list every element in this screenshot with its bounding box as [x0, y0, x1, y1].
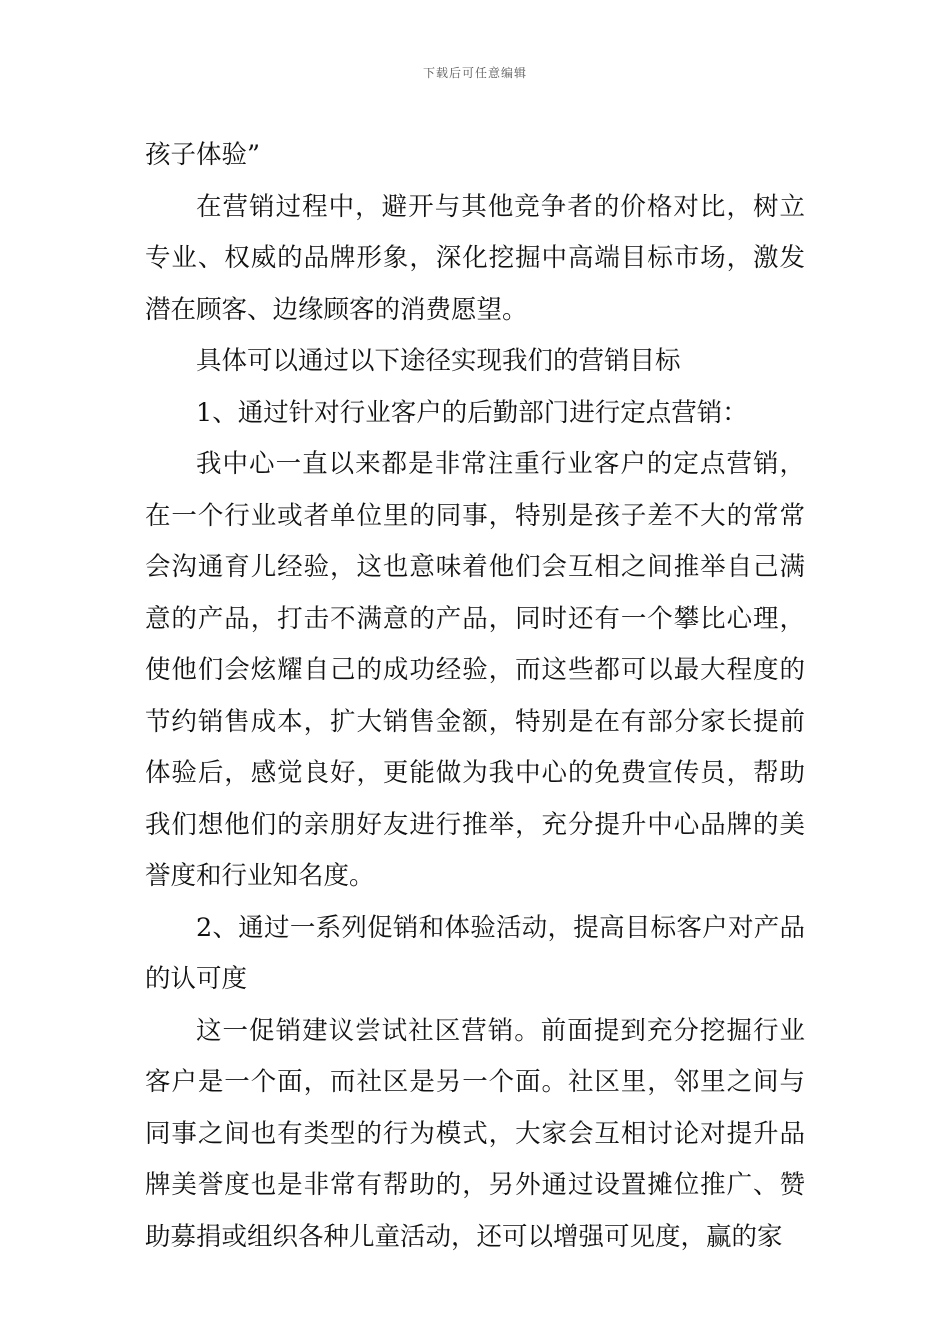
page-header-note: 下载后可任意编辑	[422, 66, 527, 80]
document-body	[145, 130, 805, 1263]
paragraph-heading-1: 1、通过针对行业客户的后勤部门进行定点营销：	[196, 397, 748, 428]
paragraph-community-marketing: 这一促销建议尝试社区营销。前面提到充分挖掘行业客户是一个面，而社区是另一个面。社区里，邻里之间与同事之间也有类型的行为模式，大家会互相讨论对提升品牌美誉度也是非常有帮助的，另外通过设置摊位推广、赞助募捐或组织各种儿童活动，还可以增强可见度，赢的家	[145, 1015, 805, 1252]
paragraph-approach-intro: 具体可以通过以下途径实现我们的营销目标	[196, 346, 681, 376]
paragraph-continuation: 孩子体验”	[145, 140, 261, 170]
paragraph-industry-clients: 我中心一直以来都是非常注重行业客户的定点营销，在一个行业或者单位里的同事，特别是孩子差不大的常常会沟通育儿经验，这也意味着他们会互相之间推举自己满意的产品，打击不满意的产品，同时还有一个攀比心理，使他们会炫耀自己的成功经验，而这些都可以最大程度的节约销售成本，扩大销售金额，特别是在有部分家长提前体验后，感觉良好，更能做为我中心的免费宣传员，帮助我们想他们的亲朋好友进行推举，充分提升中心品牌的美誉度和行业知名度。	[145, 449, 805, 891]
paragraph-heading-2: 2、通过一系列促销和体验活动，提高目标客户对产品的认可度	[145, 912, 805, 994]
paragraph-marketing-process: 在营销过程中，避开与其他竞争者的价格对比，树立专业、权威的品牌形象，深化挖掘中高端目标市场，激发潜在顾客、边缘顾客的消费愿望。	[145, 191, 805, 325]
